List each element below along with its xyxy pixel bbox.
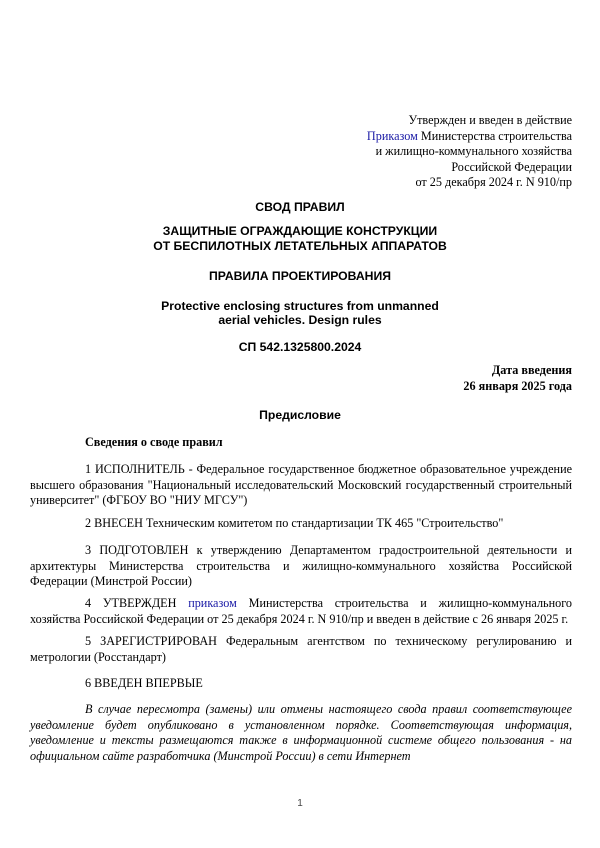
order-link-2[interactable]: приказом xyxy=(188,596,237,610)
section-heading: Сведения о своде правил xyxy=(85,435,223,449)
title-line-2: ОТ БЕСПИЛОТНЫХ ЛЕТАТЕЛЬНЫХ АППАРАТОВ xyxy=(153,239,447,253)
approval-line-2 xyxy=(367,129,572,145)
paragraph-4-start: 4 УТВЕРЖДЕН xyxy=(85,596,189,610)
approval-line-5: от 25 декабря 2024 г. N 910/пр xyxy=(415,175,572,190)
approval-line-1: Утвержден и введен в действие xyxy=(408,113,572,127)
paragraph-6: 6 ВВЕДЕН ВПЕРВЫЕ xyxy=(85,676,203,690)
subtitle: ПРАВИЛА ПРОЕКТИРОВАНИЯ xyxy=(209,269,391,283)
order-link[interactable]: Приказом xyxy=(366,128,418,143)
approval-line-2-rest: Министерства строительства xyxy=(417,128,572,143)
doc-type-heading: СВОД ПРАВИЛ xyxy=(255,200,345,214)
approval-line-4: Российской Федерации xyxy=(451,159,572,174)
document-code: СП 542.1325800.2024 xyxy=(238,340,362,354)
approval-block xyxy=(367,113,572,191)
paragraph-4 xyxy=(30,596,572,627)
intro-date-block xyxy=(463,363,572,394)
english-title-line-1: Protective enclosing structures from unmanned xyxy=(161,299,439,313)
paragraph-3: 3 ПОДГОТОВЛЕН к утверждению Департаментом градостроительной деятельности и архитектуры Министерства строительства и жилищно-коммунального хозяйства Российской Федерации (Минстрой России) xyxy=(30,543,572,589)
english-title-line-2: aerial vehicles. Design rules xyxy=(218,313,382,327)
approval-line-3: и жилищно-коммунального хозяйства xyxy=(375,144,572,159)
paragraph-2: 2 ВНЕСЕН Техническим комитетом по стандартизации ТК 465 "Строительство" xyxy=(85,516,504,530)
title-line-1: ЗАЩИТНЫЕ ОГРАЖДАЮЩИЕ КОНСТРУКЦИИ xyxy=(162,224,438,238)
paragraph-5: 5 ЗАРЕГИСТРИРОВАН Федеральным агентством по техническому регулированию и метрологии (Росстандарт) xyxy=(30,634,572,664)
foreword-title: Предисловие xyxy=(259,408,341,422)
intro-date-label: Дата введения xyxy=(491,363,572,377)
intro-date-value: 26 января 2025 года xyxy=(463,378,572,393)
paragraph-1: 1 ИСПОЛНИТЕЛЬ - Федеральное государственное бюджетное образовательное учреждение высшего образования "Национальный исследовательский Московский государственный строительный университет" (ФГБОУ ВО "НИУ МГСУ") xyxy=(30,462,572,508)
page-number: 1 xyxy=(297,798,303,809)
paragraph-4-rest: Министерства строительства и жилищно-коммунального хозяйства Российской Федерации от 25 декабря 2024 г. N 910/пр и введен в действие с 26 января 2025 г. xyxy=(30,596,572,626)
note-paragraph: В случае пересмотра (замены) или отмены настоящего свода правил соответствующее уведомление будет опубликовано в установленном порядке. Соответствующая информация, уведомление и тексты размещаются также в информационной системе общего пользования - на официальном сайте разработчика (Минстрой России) в сети Интернет xyxy=(30,702,572,763)
